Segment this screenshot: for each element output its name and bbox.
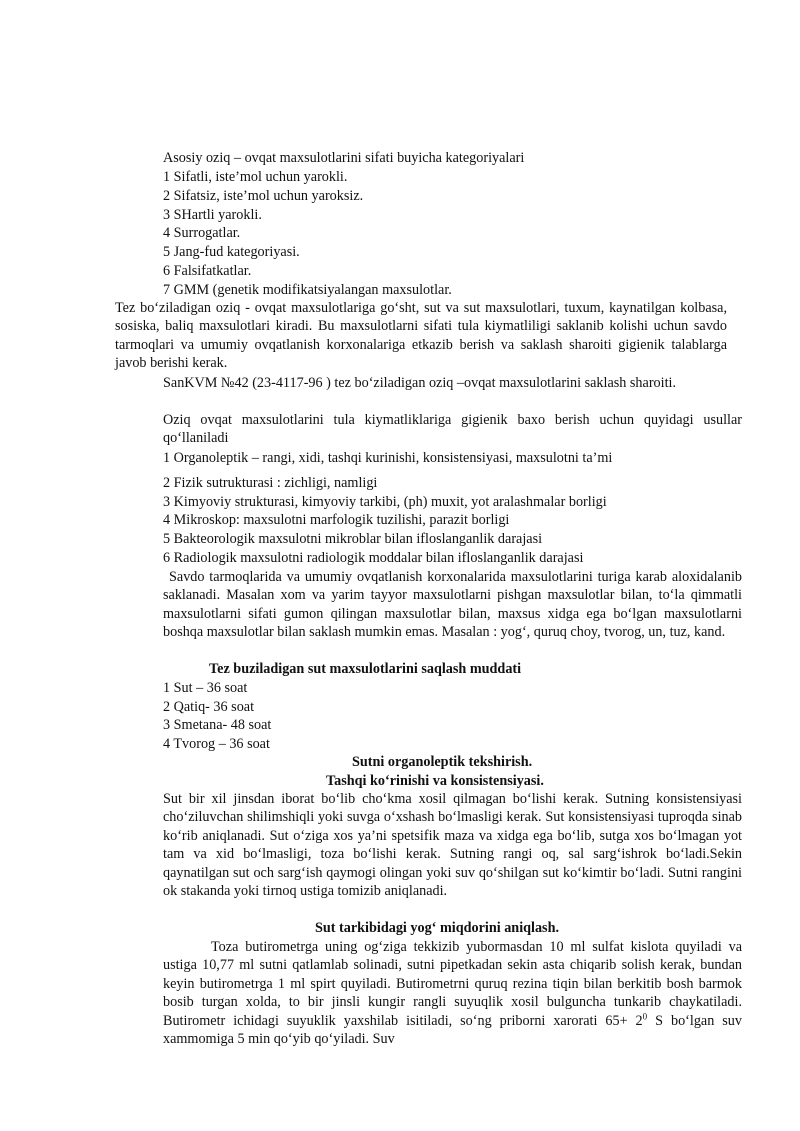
category-item: 6 Falsifatkatlar. bbox=[163, 263, 252, 279]
method-item: 3 Kimyoviy strukturasi, kimyoviy tarkibi, (ph) muxit, yot aralashmalar borligi bbox=[163, 494, 607, 510]
organoleptic-title: Sutni organoleptik tekshirish. bbox=[352, 754, 533, 770]
fat-paragraph-text-end: S bo‘lgan suv xammomiga 5 min qo‘yib qo‘yiladi. Suv bbox=[163, 1012, 742, 1048]
shelf-life-item: 4 Tvorog – 36 soat bbox=[163, 736, 270, 752]
method-item: 6 Radiologik maxsulotni radiologik moddalar bilan ifloslanganlik darajasi bbox=[163, 550, 584, 566]
perishable-paragraph: Tez bo‘ziladigan oziq - ovqat maxsulotlariga go‘sht, sut va sut maxsulotlari, tuxum, kaynatilgan kolbasa, sosiska, baliq maxsulotlari kiradi. Bu maxsulotlarni sifati tula kiymatliligi saklanib kolishi uchun savdo tarmoqlari va umumiy ovqatlanish korxonalariga etkazib berish va saklash sharoiti gigienik talablarga javob berishi kerak. bbox=[115, 300, 727, 372]
shelf-life-item: 3 Smetana- 48 soat bbox=[163, 717, 272, 733]
sanpin-paragraph: SanKVM №42 (23-4117-96 ) tez bo‘ziladigan oziq –ovqat maxsulotlarini saklash sharoiti. bbox=[163, 375, 677, 391]
shelf-life-item: 1 Sut – 36 soat bbox=[163, 680, 248, 696]
organoleptic-paragraph: Sut bir xil jinsdan iborat bo‘lib cho‘kma xosil qilmagan bo‘lishi kerak. Sutning konsistensiyasi cho‘ziluvchan shilimshiqli yoki suvga o‘xshash bo‘lmasligi kerak. Sut konsistensiyasi tuproqda sinab ko‘rib aniqlanadi. Sut o‘ziga xos ya’ni spetsifik maza va xidga ega bo‘lib, sutga xos bo‘lmagan yot tam va xid bo‘lmasligi, toza bo‘lishi kerak. Sutning rangi oq, sal sarg‘ishrok bo‘ladi.Sekin qaynatilgan sut och sarg‘ish qaymogi olingan yoki suv qo‘shilgan sut ko‘kimtir bo‘ladi. Sutni rangini ok stakanda yoki tirnoq ustiga tomizib aniqlanadi. bbox=[163, 791, 742, 900]
degree-superscript: 0 bbox=[642, 1010, 648, 1021]
method-item: 1 Organoleptik – rangi, xidi, tashqi kurinishi, konsistensiyasi, maxsulotni ta’mi bbox=[163, 450, 613, 466]
methods-intro: Oziq ovqat maxsulotlarini tula kiymatliklariga gigienik baxo berish uchun quyidagi usullar qo‘llaniladi bbox=[163, 412, 742, 447]
categories-heading: Asosiy oziq – ovqat maxsulotlarini sifati buyicha kategoriyalari bbox=[163, 150, 525, 166]
shelf-life-item: 2 Qatiq- 36 soat bbox=[163, 699, 255, 715]
method-item: 4 Mikroskop: maxsulotni marfologik tuzilishi, parazit borligi bbox=[163, 512, 510, 528]
category-item: 4 Surrogatlar. bbox=[163, 225, 241, 241]
fat-paragraph-text: Toza butirometrga uning og‘ziga tekkizib yubormasdan 10 ml sulfat kislota quyiladi va ustiga 10,77 ml sutni qatlamlab solinadi, sutni pipetkadan sekin asta chiqarib solish kerak, bundan keyin butirometrga 1 ml spirt quyiladi. Butirometrni quruq rezina tiqin bilan berkitib bosh barmok bosib turgan xolda, to bir jinsli kungir rangli suyuqlik xosil bulguncha tunkarib chaykatiladi. Butirometr ichidagi suyuklik yaxshilab isitiladi, so‘ng priborni xarorati 65+ 2 bbox=[163, 939, 742, 1029]
fat-paragraph bbox=[163, 938, 742, 1048]
organoleptic-subtitle: Tashqi ko‘rinishi va konsistensiyasi. bbox=[326, 773, 544, 789]
category-item: 5 Jang-fud kategoriyasi. bbox=[163, 244, 300, 260]
method-item: 2 Fizik sutrukturasi : zichligi, namligi bbox=[163, 475, 378, 491]
storage-paragraph: Savdo tarmoqlarida va umumiy ovqatlanish korxonalarida maxsulotlarini turiga karab aloxidalanib saklanadi. Masalan xom va yarim tayyor maxsulotlarni pishgan maxsulotlar bilan, to‘la qimmatli maxsulotlarni sifati gumon qilingan maxsulotlar bilan, maxsus xidga ega bo‘lgan maxsulotlarni boshqa maxsulotlar bilan saklash mumkin emas. Masalan : yog‘, quruq choy, tvorog, un, tuz, kand. bbox=[163, 569, 742, 641]
category-item: 2 Sifatsiz, iste’mol uchun yaroksiz. bbox=[163, 188, 364, 204]
category-item: 3 SHartli yarokli. bbox=[163, 207, 262, 223]
shelf-life-title: Tez buziladigan sut maxsulotlarini saqlash muddati bbox=[209, 661, 522, 677]
category-item: 7 GMM (genetik modifikatsiyalangan maxsulotlar. bbox=[163, 282, 452, 298]
category-item: 1 Sifatli, iste’mol uchun yarokli. bbox=[163, 169, 348, 185]
method-item: 5 Bakteorologik maxsulotni mikroblar bilan ifloslanganlik darajasi bbox=[163, 531, 543, 547]
fat-title: Sut tarkibidagi yog‘ miqdorini aniqlash. bbox=[315, 920, 560, 936]
